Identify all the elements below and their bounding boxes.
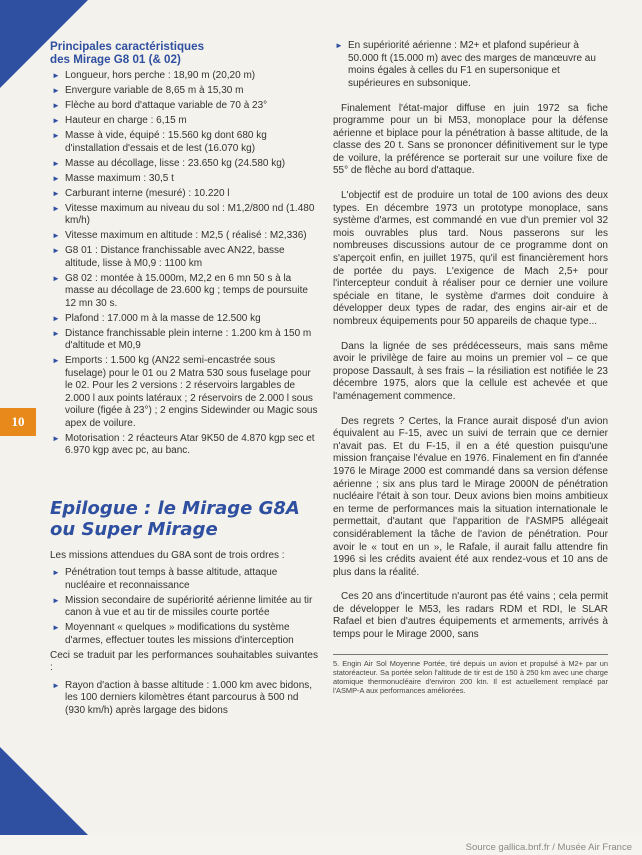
missions-list — [50, 567, 318, 647]
characteristics-list — [50, 70, 318, 458]
list-item: ► Hauteur en charge : 6,15 m — [52, 115, 187, 126]
bullet-arrow-icon: ► — [52, 173, 60, 183]
bullet-arrow-icon: ► — [52, 188, 60, 198]
epilogue-title: Epilogue : le Mirage G8A ou Super Mirage — [50, 497, 300, 540]
list-item: ► G8 01 : Distance franchissable avec AN22, basse altitude, lisse à M0,9 : 1100 km — [52, 245, 285, 269]
list-item: ► Pénétration tout temps à basse altitude, attaque nucléaire et reconnaissance — [52, 567, 278, 591]
bullet-arrow-icon: ► — [52, 356, 60, 365]
list-item: ► Rayon d'action à basse altitude : 1.000 km avec bidons, les 100 derniers kilomètres étant parcourus à 500 nd (930 km/h) après largage des bidons — [52, 679, 313, 716]
bullet-arrow-icon: ► — [52, 158, 60, 168]
corner-decoration-bottom — [0, 747, 88, 835]
list-item: ► Masse à vide, équipé : 15.560 kg dont 680 kg d'installation d'essais et de lest (16.070 kg) — [52, 130, 267, 154]
paragraph: Finalement l'état-major diffuse en juin 1972 sa fiche programme pour un bi M53, monoplace pour la défense aérienne et biplace pour la pénétration à basse altitude, de la classe des 20 t. Sans se prononcer définitivement sur le type de voilure, la préférence se porterait sur une voilure fixe de 55° de flèche au bord d'attaque. — [333, 102, 608, 177]
bullet-arrow-icon: ► — [52, 203, 60, 213]
list-item: ► Carburant interne (mesuré) : 10.220 l — [52, 187, 230, 199]
list-item: ► Motorisation : 2 réacteurs Atar 9K50 de 4.870 kgp sec et 6.970 kgp avec pc, au banc. — [52, 432, 315, 456]
bullet-arrow-icon: ► — [52, 116, 60, 125]
list-item: ► Mission secondaire de supériorité aérienne limitée au tir canon à vue et au tir de missiles courte portée — [52, 594, 313, 618]
bullet-arrow-icon: ► — [52, 595, 60, 605]
bullet-arrow-icon: ► — [52, 231, 60, 240]
characteristics-title: Principales caractéristiques des Mirage G8 01 (& 02) — [50, 40, 205, 66]
list-item: ► Masse maximum : 30,5 t — [52, 172, 174, 184]
bullet-arrow-icon: ► — [52, 623, 60, 632]
list-item: ► G8 02 : montée à 15.000m, M2,2 en 6 mn 50 s à la masse au décollage de 23.600 kg ; temps de poursuite 12 mn 30 s. — [52, 272, 308, 309]
performance-list — [50, 680, 318, 718]
paragraph: L'objectif est de produire un total de 100 avions des deux types. En décembre 1973 un prototype monoplace, sans système d'armes, est commandé en vue d'un premier vol 32 mois ouvrables plus tard. Nous passerons sur les nombreuses discussions autour de ce programme dont on s'aperçoit enfin, en juillet 1975, qu'il est financièrement hors de portée du pays. L'exigence de Mach 2,5+ pour l'intercepteur conduit à réaliser pour ce dernier une voilure spéciale en titane, le système d'armes doit conduire à développer deux types de radar, des engins air-air et de nombreux équipements pour 50 appareils de chaque type... — [333, 190, 608, 327]
list-item: ► Flèche au bord d'attaque variable de 70 à 23° — [52, 100, 268, 111]
bullet-arrow-icon: ► — [52, 71, 60, 80]
list-item: ► Vitesse maximum au niveau du sol : M1,2/800 nd (1.480 km/h) — [52, 202, 315, 226]
list-item: ► Envergure variable de 8,65 m à 15,30 m — [52, 85, 244, 96]
bullet-arrow-icon: ► — [52, 680, 60, 690]
list-item: ► Distance franchissable plein interne : 1.200 km à 150 m d'altitude et M0,9 — [52, 327, 312, 351]
air-superiority-list — [333, 40, 608, 90]
footnote-divider — [333, 654, 608, 655]
bullet-arrow-icon: ► — [52, 313, 60, 323]
source-credit: Source gallica.bnf.fr / Musée Air France — [465, 842, 632, 853]
bullet-arrow-icon: ► — [52, 273, 60, 283]
list-item: ► Plafond : 17.000 m à la masse de 12.500 kg — [52, 312, 261, 324]
left-column — [50, 40, 318, 720]
bullet-arrow-icon: ► — [335, 41, 343, 50]
epilogue-intro: Les missions attendues du G8A sont de trois ordres : — [50, 549, 285, 561]
bullet-arrow-icon: ► — [52, 433, 60, 443]
paragraph: Des regrets ? Certes, la France aurait disposé d'un avion équivalent au F-15, avec un suivi de terrain que ce dernier n'avait pas. Et du F-15, il en a été question puisqu'une mission française l'évalue en 1976. Finalement en fin d'année 1976 le Mirage 2000 est commandé dans sa version défense aérienne ; six ans plus tard le Mirage 2000N de pénétration nucléaire l'était à son tour. Deux avions bien moins ambitieux en terme de performances mais la situation internationale le permettait, d'autant que l'apparition de l'ASMP5 allégeait considérablement la tâche de l'avion de pénétration. Pour avoir le « tout en un », le Rafale, il aurait fallu attendre fin 1996 si les crédits avaient été aux rendez-vous et 10 ans de plus dans la réalité. — [333, 415, 608, 578]
paragraph: Dans la lignée de ses prédécesseurs, mais sans même avoir le privilège de faire au moins un premier vol – ce que propose Dassault, à ses frais – la résiliation est notifiée le 23 décembre 1975, alors que la cellule est achevée et que l'aménagement commence. — [333, 340, 608, 402]
list-item: ► Longueur, hors perche : 18,90 m (20,20 m) — [52, 70, 256, 81]
bullet-arrow-icon: ► — [52, 328, 60, 338]
bullet-arrow-icon: ► — [52, 101, 60, 110]
bullet-arrow-icon: ► — [52, 86, 60, 95]
list-item: ► En supériorité aérienne : M2+ et plafond supérieur à 50.000 ft (15.000 m) avec des marges de manœuvre au moins égales à celles du F1 en supersonique et supérieures en subsonique. — [335, 40, 596, 89]
bullet-arrow-icon: ► — [52, 568, 60, 577]
list-item: ► Masse au décollage, lisse : 23.650 kg (24.580 kg) — [52, 157, 286, 169]
paragraph: Ces 20 ans d'incertitude n'auront pas été vains ; cela permit de développer le M53, les radars RDM et RDI, le SLAR Rafael et bien d'autres équipements et armements, arrivés à temps pour le Mirage 2000, sans — [333, 591, 608, 641]
bullet-arrow-icon: ► — [52, 131, 60, 140]
right-column — [333, 40, 608, 695]
bullet-arrow-icon: ► — [52, 246, 60, 255]
page-number: 10 — [0, 408, 36, 436]
body-text — [333, 103, 608, 642]
list-item: ► Vitesse maximum en altitude : M2,5 ( réalisé : M2,336) — [52, 230, 307, 241]
performance-intro: Ceci se traduit par les performances souhaitables suivantes : — [50, 649, 318, 673]
list-item: ► Moyennant « quelques » modifications du système d'armes, effectuer toutes les missions d'interception — [52, 622, 294, 646]
footnote: 5. Engin Air Sol Moyenne Portée, tiré depuis un avion et propulsé à M2+ par un statoréacteur. Sa portée selon l'altitude de tir est de 150 à 250 km avec une charge atomique thermonucléaire d'environ 200 ktn. Il est actuellement remplacé par l'ASMP-A aux performances améliorées. — [333, 658, 608, 696]
list-item: ► Emports : 1.500 kg (AN22 semi-encastrée sous fuselage) pour le 01 ou 2 Matra 530 sous fuselage pour le 02. Pour les 2 versions : 2 réservoirs largables de 2.000 l aux points latéraux ; 2 réservoirs de 2.000 l sous voilure (figée à 23°) ; 2 engins Sidewinder ou Magic sous apex de voilure. — [52, 355, 318, 429]
